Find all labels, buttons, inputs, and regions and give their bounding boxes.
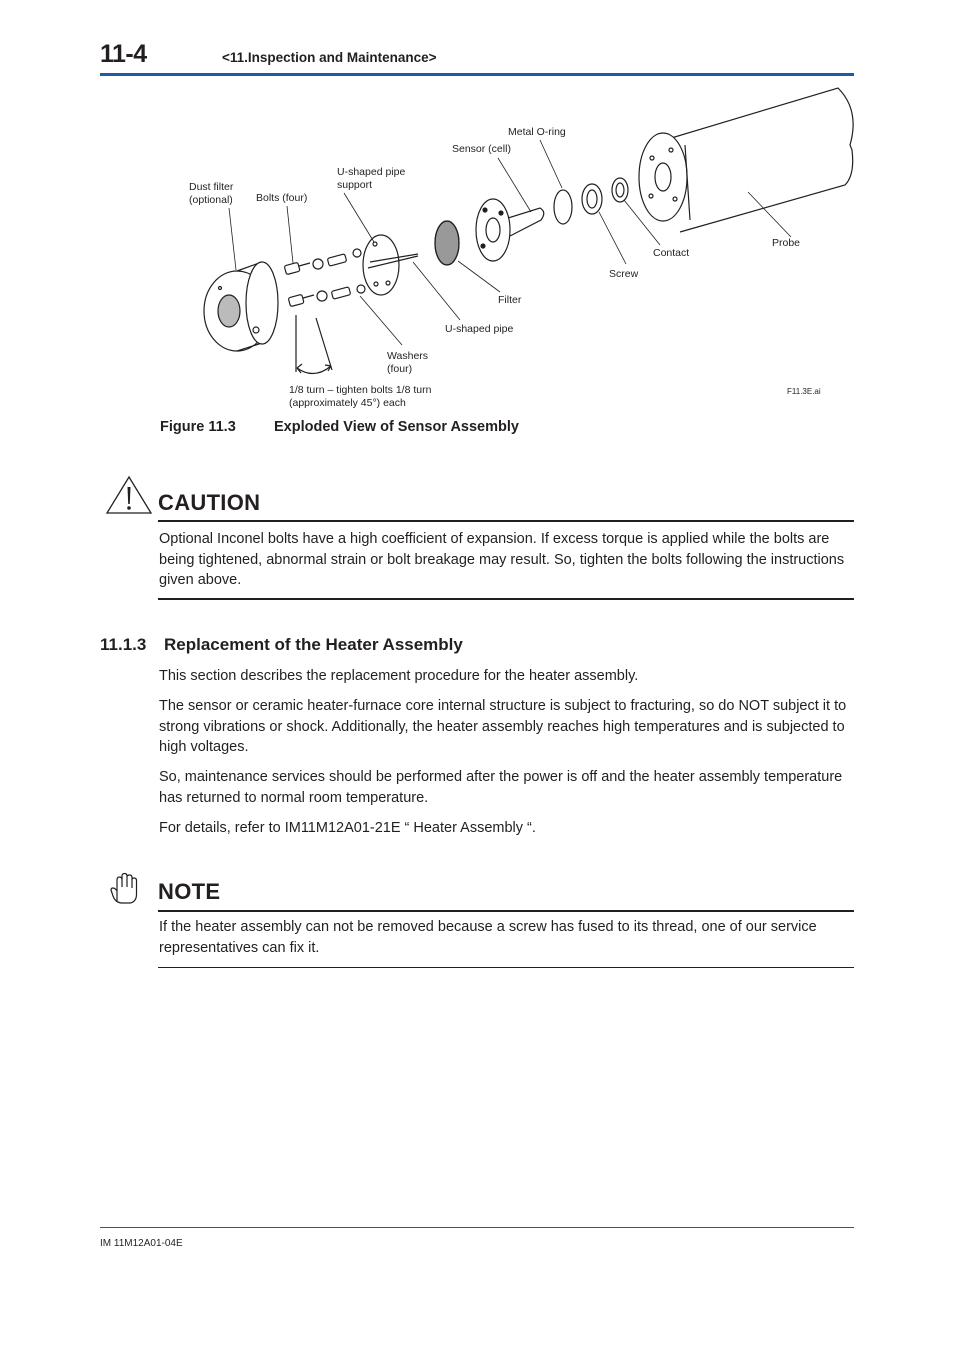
screw-drawing	[582, 184, 602, 214]
document-code: IM 11M12A01-04E	[100, 1238, 183, 1249]
filter-drawing	[435, 221, 459, 265]
note-text: If the heater assembly can not be removed because a screw has fused to its thread, one of our service representatives can fix it.	[159, 919, 817, 956]
label-turn: 1/8 turn – tighten bolts 1/8 turn	[289, 384, 432, 396]
exploded-view-figure	[170, 85, 860, 415]
label-probe: Probe	[772, 237, 801, 249]
note-title: NOTE	[158, 879, 221, 904]
figure-caption-title: Exploded View of Sensor Assembly	[274, 419, 519, 435]
metal-oring-drawing	[554, 190, 572, 224]
section-heading	[100, 635, 463, 655]
note-top-rule	[158, 910, 854, 912]
caution-top-rule	[158, 520, 854, 522]
label-dust-filter: Dust filter	[189, 181, 234, 193]
label-washers: Washers	[387, 350, 429, 362]
dust-filter-drawing	[204, 262, 278, 351]
label-screw: Screw	[609, 268, 639, 280]
section-number: 11.1.3	[100, 635, 147, 654]
page-number: 11-4	[100, 40, 147, 68]
label-bolts: Bolts (four)	[256, 192, 308, 204]
bolts-drawing	[284, 249, 365, 307]
header-rule	[100, 73, 854, 76]
label-contact: Contact	[653, 247, 690, 259]
sensor-cell-drawing	[476, 199, 544, 261]
caution-bottom-rule	[158, 598, 854, 600]
footer-rule	[100, 1227, 854, 1228]
section-title: Replacement of the Heater Assembly	[164, 635, 463, 654]
probe-drawing	[639, 88, 853, 232]
section-paragraph-3: So, maintenance services should be performed after the power is off and the heater assembly temperature has returned to normal room temperature.	[159, 769, 843, 806]
label-turn-angle: (approximately 45°) each	[289, 397, 406, 409]
caution-warning-icon	[104, 474, 154, 516]
label-washers-count: (four)	[387, 363, 413, 375]
note-bottom-rule	[158, 967, 854, 968]
figure-caption-number: Figure 11.3	[160, 419, 236, 435]
caution-title: CAUTION	[158, 490, 261, 515]
label-filter: Filter	[498, 294, 522, 306]
label-u-pipe-support-2: support	[337, 179, 373, 191]
section-paragraph-1: This section describes the replacement procedure for the heater assembly.	[159, 668, 639, 684]
section-paragraph-4: For details, refer to IM11M12A01-21E “ Heater Assembly “.	[159, 820, 536, 836]
rotation-arrow-drawing	[296, 315, 332, 374]
section-paragraph-2: The sensor or ceramic heater-furnace core internal structure is subject to fracturing, so do NOT subject it to strong vibrations or shock. Additionally, the heater assembly reaches high temperatures and is subjected to high voltages.	[159, 698, 847, 755]
figure-file-id: F11.3E.ai	[787, 387, 821, 396]
label-metal-oring: Metal O-ring	[508, 126, 566, 138]
caution-text: Optional Inconel bolts have a high coefficient of expansion. If excess torque is applied while the bolts are being tightened, abnormal strain or bolt breakage may result. So, tighten the bolts following the instructions given above.	[159, 531, 845, 588]
note-hand-icon	[108, 872, 142, 906]
label-u-pipe-support: U-shaped pipe	[337, 166, 406, 178]
label-u-pipe: U-shaped pipe	[445, 323, 514, 335]
u-pipe-support-drawing	[363, 235, 418, 295]
contact-drawing	[612, 178, 628, 202]
chapter-title: <11.Inspection and Maintenance>	[222, 50, 437, 65]
label-sensor: Sensor (cell)	[452, 143, 511, 155]
label-dust-filter-optional: (optional)	[189, 194, 233, 206]
